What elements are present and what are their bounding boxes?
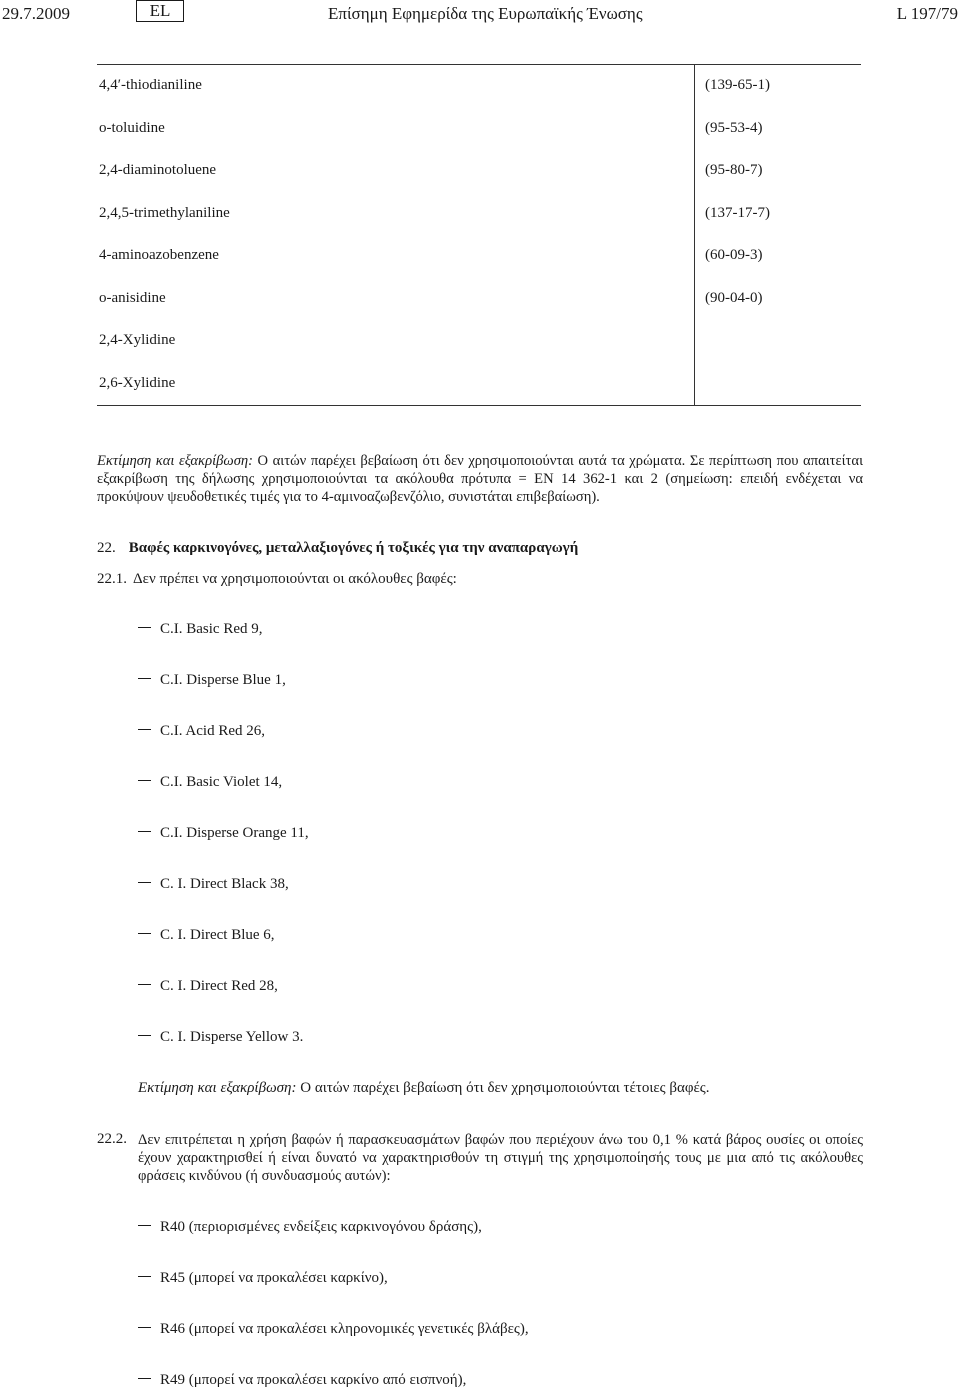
assessment-label: Εκτίμηση και εξακρίβωση: xyxy=(97,453,253,469)
subsection-number: 22.1. xyxy=(97,571,127,587)
assessment-paragraph-2 xyxy=(138,1080,710,1097)
assessment-text: Ο αιτών παρέχει βεβαίωση ότι δεν χρησιμοποιούνται αυτά τα χρώματα. Σε περίπτωση που απαιτείται εξακρίβωση της δήλωσης χρησιμοποιούνται τα ακόλουθα πρότυπα = ΕΝ 14 362-1 και 2 (σημείωση: επειδή ενδέχεται να προκύψουν ψευδοθετικές τιμές για το 4-αμινοαζωβενζόλιο, συνιστάται επιβεβαίωση). xyxy=(97,453,863,505)
table-row xyxy=(97,150,861,193)
page-reference: L 197/79 xyxy=(896,4,958,23)
section-22-1 xyxy=(97,571,457,588)
risk-phrase-item: R49 (μπορεί να προκαλέσει καρκίνο από εισπνοή), xyxy=(138,1372,466,1389)
substance-name: 4,4′-thiodianiline xyxy=(99,77,202,93)
substance-name: 2,4,5-trimethylaniline xyxy=(99,204,230,221)
table-row xyxy=(97,193,861,236)
substance-name: 2,4-diaminotoluene xyxy=(99,162,217,178)
dye-list-item: C. I. Disperse Yellow 3. xyxy=(138,1029,303,1046)
substances-table xyxy=(97,64,861,406)
dye-list-item: C.I. Disperse Blue 1, xyxy=(138,672,286,689)
page-header xyxy=(0,0,960,26)
risk-phrase-item: R45 (μπορεί να προκαλέσει καρκίνο), xyxy=(138,1270,388,1287)
section-number: 22. xyxy=(97,540,116,556)
table-row xyxy=(97,363,861,406)
subsection-text: Δεν πρέπει να χρησιμοποιούνται οι ακόλουθες βαφές: xyxy=(133,571,457,587)
dye-list-item: C.I. Disperse Orange 11, xyxy=(138,825,309,842)
dye-list-item: C.I. Basic Violet 14, xyxy=(138,774,282,791)
section-title: Βαφές καρκινογόνες, μεταλλαξιογόνες ή τοξικές για την αναπαραγωγή xyxy=(128,540,579,556)
substance-name: 2,4-Xylidine xyxy=(99,332,176,348)
risk-phrase-item: R46 (μπορεί να προκαλέσει κληρονομικές γενετικές βλάβες), xyxy=(138,1321,529,1338)
assessment-text: Ο αιτών παρέχει βεβαίωση ότι δεν χρησιμοποιούνται τέτοιες βαφές. xyxy=(296,1080,710,1096)
dye-list-item: C.I. Acid Red 26, xyxy=(138,723,265,740)
cas-number: (90-04-0) xyxy=(705,289,763,306)
subsection-number: 22.2. xyxy=(97,1131,127,1147)
assessment-paragraph-1 xyxy=(97,452,863,506)
dye-list-item: C.I. Basic Red 9, xyxy=(138,621,263,638)
substance-name: 2,6-Xylidine xyxy=(99,374,176,391)
dye-list-item: C. I. Direct Black 38, xyxy=(138,876,289,893)
substance-name: o-toluidine xyxy=(99,119,165,136)
substance-name: o-anisidine xyxy=(99,289,166,306)
cas-number: (137-17-7) xyxy=(705,204,770,221)
table-row xyxy=(97,108,861,151)
header-date: 29.7.2009 xyxy=(2,4,70,23)
language-code-box: EL xyxy=(136,0,184,22)
section-22-2-text: Δεν επιτρέπεται η χρήση βαφών ή παρασκευασμάτων βαφών που περιέχουν άνω του 0,1 % κατά βάρος ουσίες οι οποίες έχουν χαρακτηρισθεί ή είναι δυνατό να χαρακτηρισθούν τη στιγμή της χρησιμοποίησής τους με μια από τις ακόλουθες φράσεις κινδύνου (ή συνδυασμούς αυτών): xyxy=(138,1132,863,1184)
table-row xyxy=(97,320,861,363)
cas-number: (95-80-7) xyxy=(705,162,763,178)
substance-name: 4-aminoazobenzene xyxy=(99,247,219,263)
cas-number: (60-09-3) xyxy=(705,247,763,263)
cas-number: (139-65-1) xyxy=(705,77,770,93)
cas-number: (95-53-4) xyxy=(705,119,763,136)
journal-title: Επίσημη Εφημερίδα της Ευρωπαϊκής Ένωσης xyxy=(328,4,643,23)
dye-list-item: C. I. Direct Blue 6, xyxy=(138,927,275,944)
risk-phrase-item: R40 (περιορισμένες ενδείξεις καρκινογόνου δράσης), xyxy=(138,1219,482,1236)
section-22-heading xyxy=(97,540,578,557)
assessment-label: Εκτίμηση και εξακρίβωση: xyxy=(138,1080,297,1096)
table-row xyxy=(97,235,861,278)
table-row xyxy=(97,65,861,108)
dye-list-item: C. I. Direct Red 28, xyxy=(138,978,278,995)
table-row xyxy=(97,278,861,321)
